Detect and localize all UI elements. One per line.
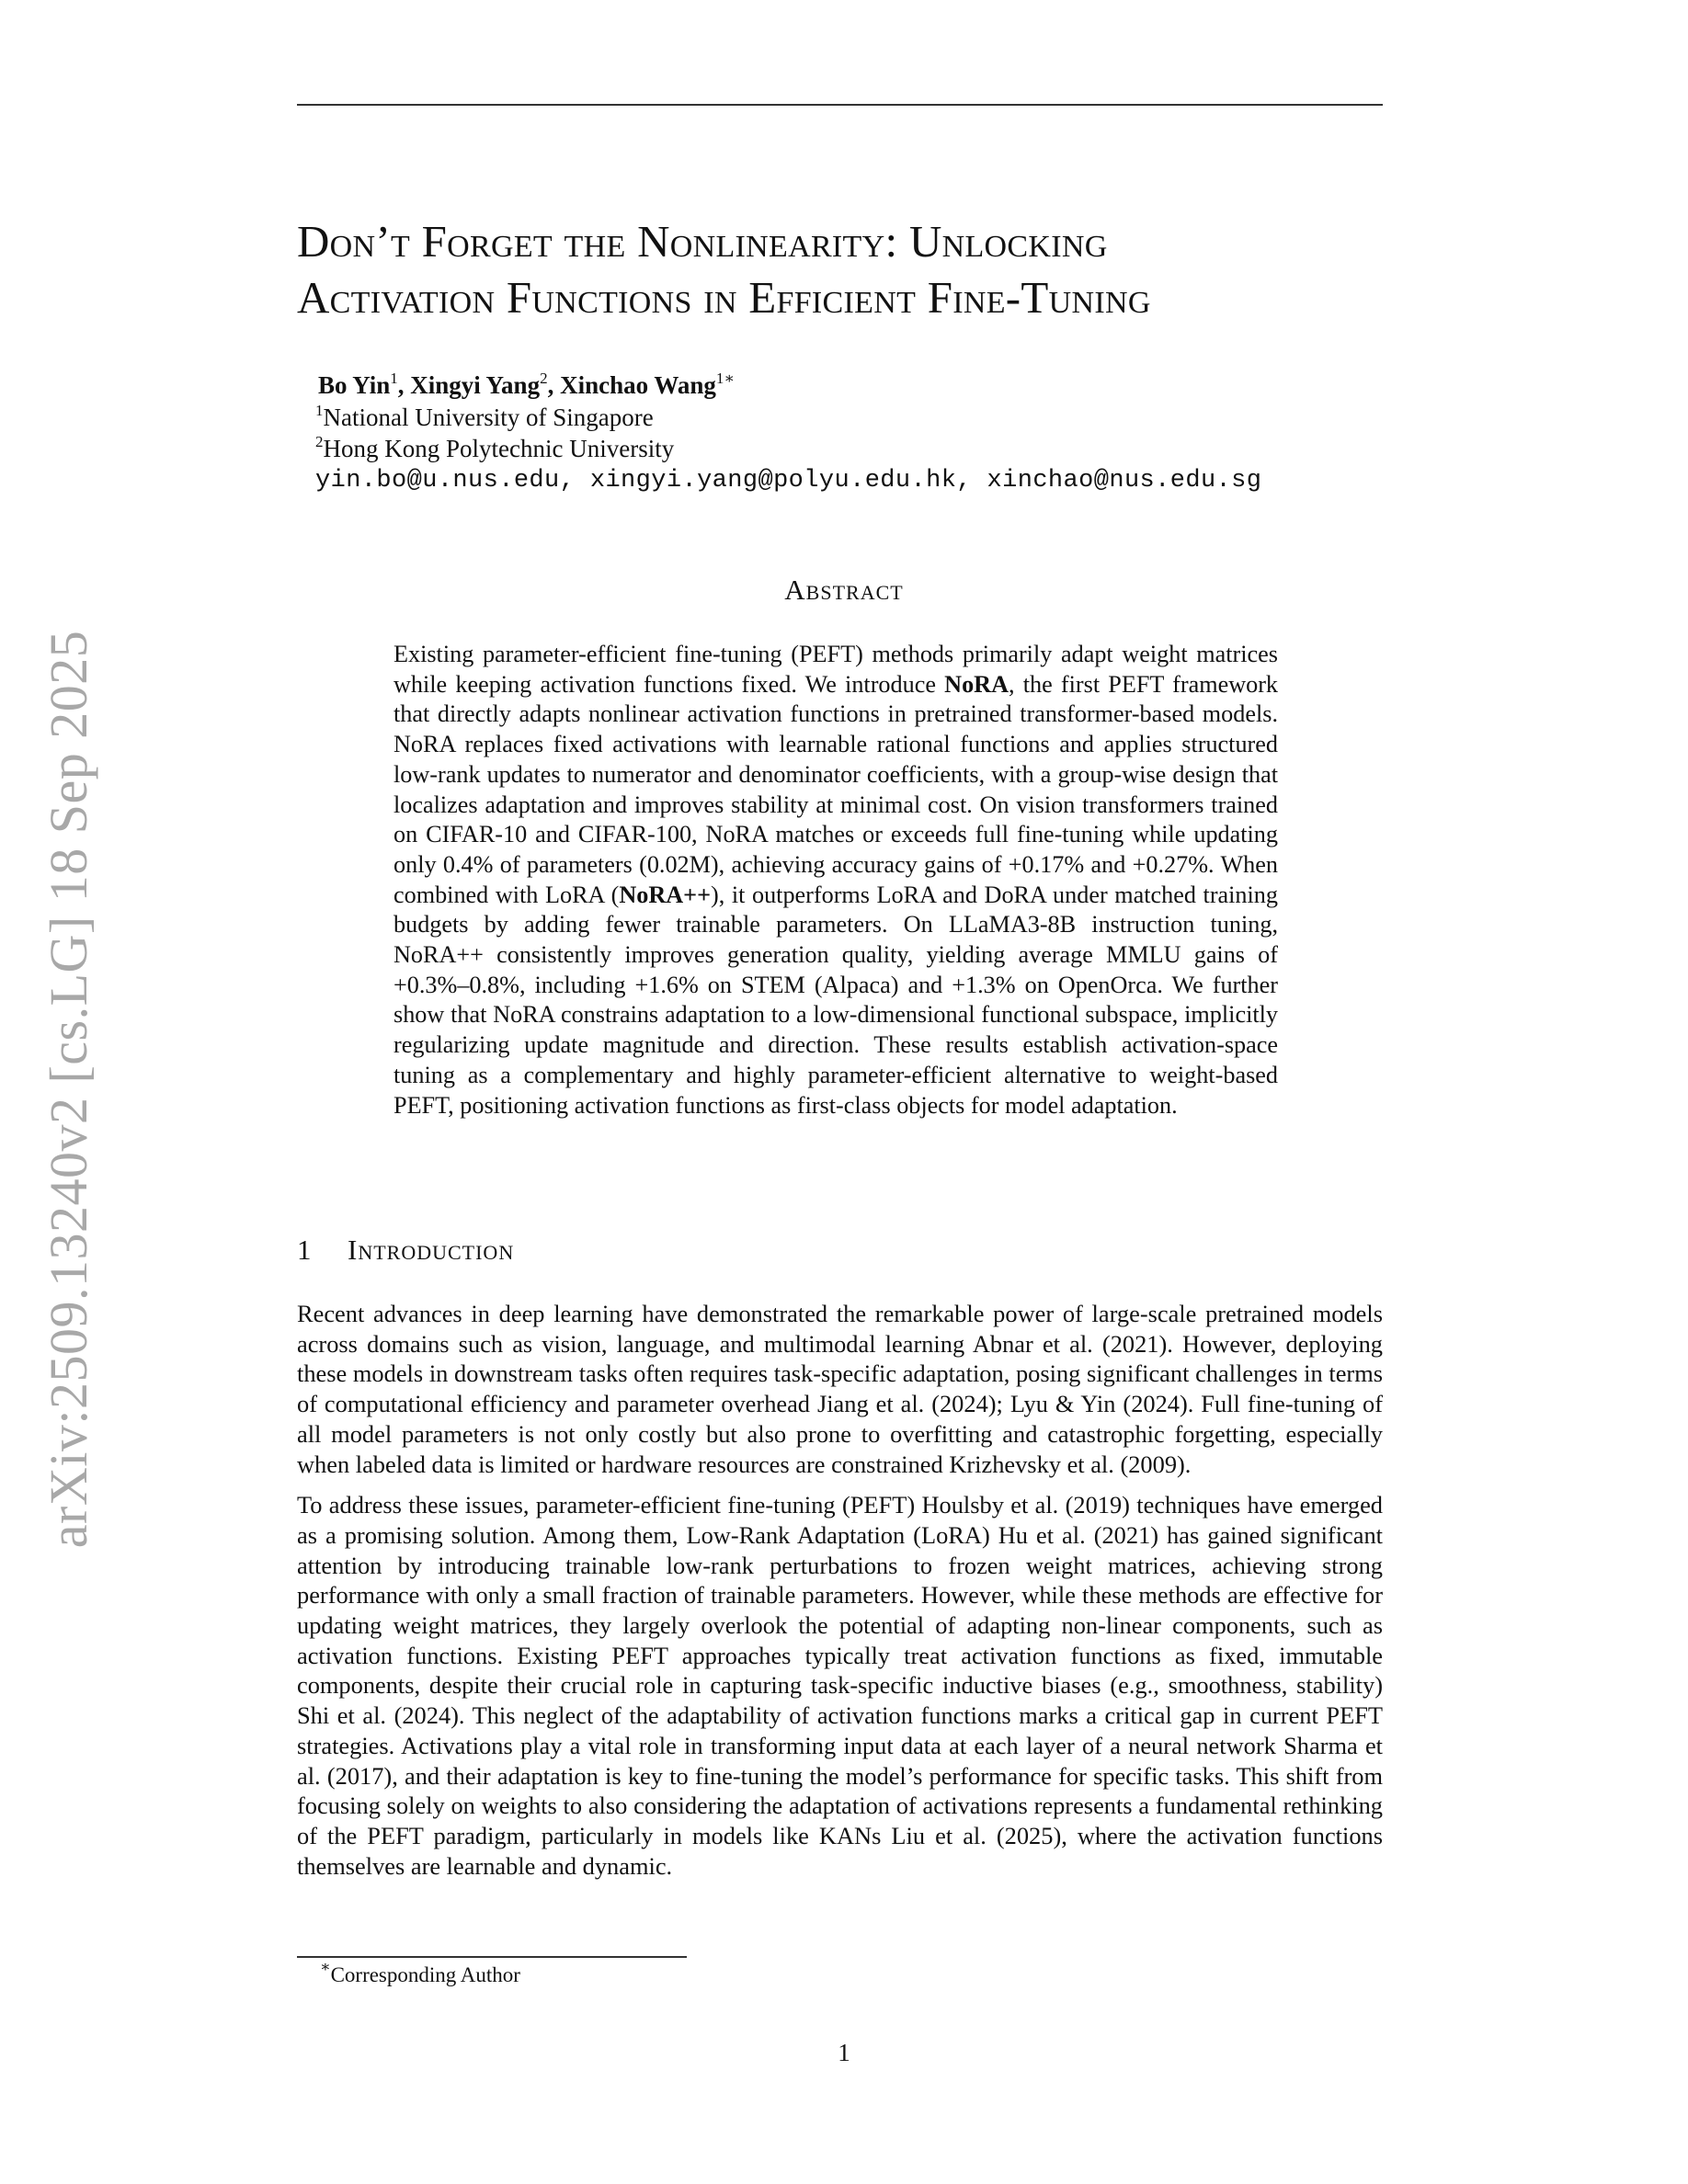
affiliation-marker: 2 — [315, 433, 324, 450]
author-affiliation-marker: 1 — [390, 370, 398, 387]
affiliation-name: National University of Singapore — [323, 404, 654, 431]
abstract-text: Existing parameter-efficient fine-tuning (PEFT) methods primarily adapt weight matrices while keeping activation functions fixed. We introduce — [393, 641, 1278, 698]
section-heading-introduction — [297, 1232, 514, 1268]
author-name: Xingyi Yang — [410, 371, 541, 399]
affiliation-marker: 1 — [315, 402, 324, 419]
abstract-heading: Abstract — [784, 574, 904, 606]
paper-title-line-1: Don’t Forget the Nonlinearity: Unlocking — [297, 216, 1108, 267]
paper-title — [297, 213, 1386, 325]
author-affiliation-marker: 1∗ — [715, 370, 735, 387]
footnote-corresponding-author — [320, 1958, 520, 1989]
affiliation-name: Hong Kong Polytechnic University — [323, 435, 675, 462]
author-list: Bo Yin$^1$, Xingyi Yang$^2$, Xinchao Wang$^{1∗}$ — [318, 370, 735, 399]
paper-title-line-2: Activation Functions in Efficient Fine-Tuning — [297, 272, 1151, 323]
abstract-text: ), it outperforms LoRA and DoRA under matched training budgets by adding fewer trainable parameters. On LLaMA3-8B instruction tuning, NoRA++ consistently improves generation quality, yielding average MMLU gains of +0.3%–0.8%, including +1.6% on STEM (Alpaca) and +1.3% on OpenOrca. We further show that NoRA constrains adaptation to a low-dimensional functional subspace, implicitly regularizing update magnitude and direction. These results establish activation-space tuning as a complementary and highly parameter-efficient alternative to weight-based PEFT, positioning activation functions as first-class objects for model adaptation. — [393, 881, 1278, 1119]
top-rule — [297, 104, 1383, 106]
author-name: Xinchao Wang — [560, 371, 716, 399]
affiliation-2 — [315, 433, 674, 464]
abstract-paragraph — [393, 640, 1278, 1120]
section-title: Introduction — [348, 1234, 515, 1266]
author-emails: yin.bo@u.nus.edu, xingyi.yang@polyu.edu.hk, xinchao@nus.edu.sg — [315, 467, 1262, 495]
method-name-nora: NoRA — [944, 670, 1009, 698]
introduction-paragraph-1: Recent advances in deep learning have demonstrated the remarkable power of large-scale pretrained models across domains such as vision, language, and multimodal learning Abnar et al. (2021). However, deploying these models in downstream tasks often requires task-specific adaptation, posing significant challenges in terms of computational efficiency and parameter overhead Jiang et al. (2024); Lyu & Yin (2024). Full fine-tuning of all model parameters is not only costly but also prone to overfitting and catastrophic forgetting, especially when labeled data is limited or hardware resources are constrained Krizhevsky et al. (2009). — [297, 1300, 1383, 1478]
footnote-rule — [297, 1956, 687, 1958]
author-affiliation-marker: 2 — [540, 370, 548, 387]
arxiv-identifier-stamp: arXiv:2509.13240v2 [cs.LG] 18 Sep 2025 — [39, 630, 98, 1549]
introduction-body — [297, 1299, 1383, 1892]
abstract-body — [393, 640, 1278, 1120]
section-number: 1 — [297, 1234, 312, 1266]
page-number: 1 — [838, 2039, 850, 2066]
method-name-nora-plus-plus: NoRA++ — [619, 881, 711, 908]
introduction-paragraph-2: To address these issues, parameter-efficient fine-tuning (PEFT) Houlsby et al. (2019) techniques have emerged as a promising solution. Among them, Low-Rank Adaptation (LoRA) Hu et al. (2021) has gained significant attention by introducing trainable low-rank perturbations to frozen weight matrices, achieving strong performance with only a small fraction of trainable parameters. However, while these methods are effective for updating weight matrices, they largely overlook the potential of adapting non-linear components, such as activation functions. Existing PEFT approaches typically treat activation functions as fixed, immutable components, despite their crucial role in capturing task-specific inductive biases (e.g., smoothness, stability) Shi et al. (2024). This neglect of the adaptability of activation functions marks a critical gap in current PEFT strategies. Activations play a vital role in transforming input data at each layer of a neural network Sharma et al. (2017), and their adaptation is key to fine-tuning the model’s performance for specific tasks. This shift from focusing solely on weights to also considering the adaptation of activations represents a fundamental rethinking of the PEFT paradigm, particularly in models like KANs Liu et al. (2025), where the activation functions themselves are learnable and dynamic. — [297, 1491, 1383, 1880]
footnote-marker: ∗ — [320, 1958, 331, 1975]
author-name: Bo Yin — [318, 371, 391, 399]
affiliation-1 — [315, 402, 654, 433]
abstract-text: , the first PEFT framework that directly adapts nonlinear activation functions in pretrained transformer-based models. NoRA replaces fixed activations with learnable rational functions and applies structured low-rank updates to numerator and denominator coefficients, with a group-wise design that localizes adaptation and improves stability at minimal cost. On vision transformers trained on CIFAR-10 and CIFAR-100, NoRA matches or exceeds full fine-tuning while updating only 0.4% of parameters (0.02M), achieving accuracy gains of +0.17% and +0.27%. When combined with LoRA ( — [393, 670, 1279, 908]
footnote-text: Corresponding Author — [330, 1963, 520, 1986]
